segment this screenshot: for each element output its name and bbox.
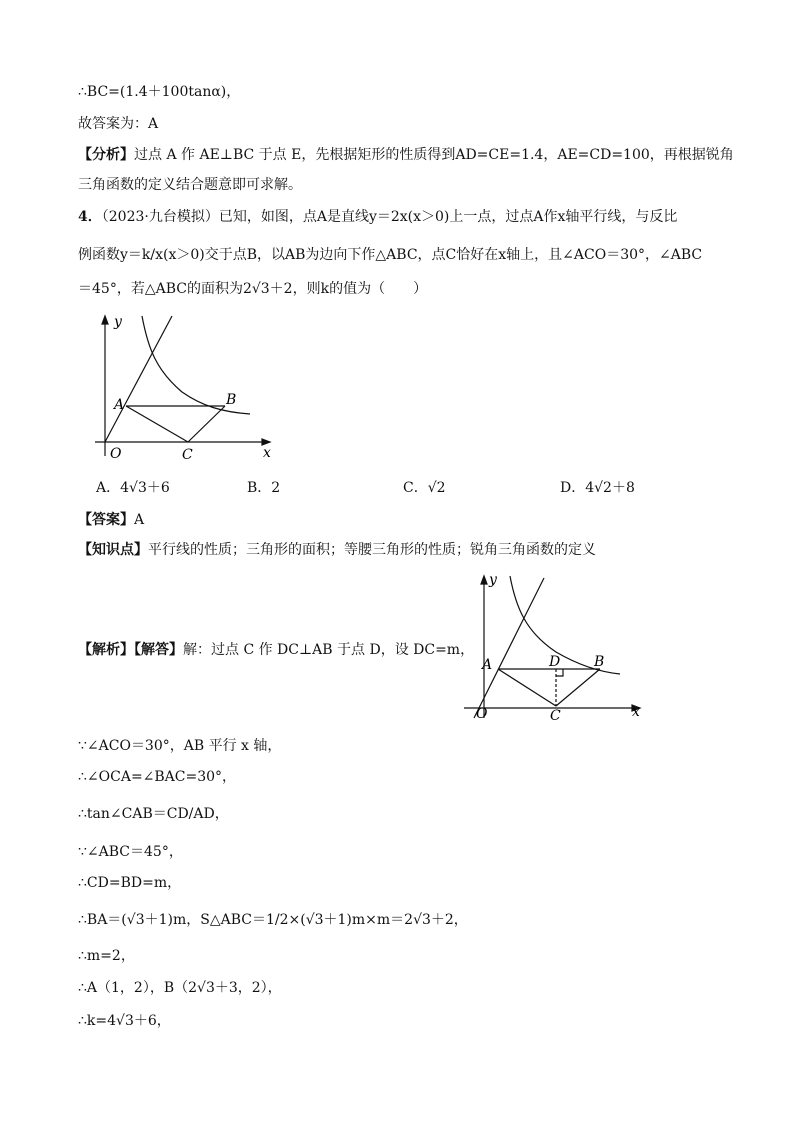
label-d: D <box>549 654 561 670</box>
knowledge-value: 平行线的性质；三角形的面积；等腰三角形的性质；锐角三角函数的定义 <box>148 542 596 558</box>
label-y: y <box>114 314 122 330</box>
question-line-2: 例函数y＝k/x(x＞0)交于点B，以AB为边向下作△ABC，点C恰好在x轴上，且∠ACO＝30°，∠ABC <box>78 247 703 263</box>
label-c: C <box>550 708 561 724</box>
label-o: O <box>110 446 122 462</box>
analysis-line-2: 三角函数的定义结合题意即可求解。 <box>78 177 302 193</box>
answer-tag: 【答案】 <box>78 512 134 528</box>
analysis-line <box>78 145 734 165</box>
label-c: C <box>182 447 193 463</box>
option-a: A．4√3＋6 <box>96 480 170 496</box>
solution-figure <box>460 568 650 728</box>
analysis-text: 过点 A 作 AE⊥BC 于点 E，先根据矩形的性质得到AD=CE=1.4，AE=CD=100，再根据锐角 <box>134 147 734 163</box>
question-text: 已知，如图，点A是直线y＝2x(x＞0)上一点，过点A作x轴平行线，与反比 <box>218 209 678 225</box>
knowledge-block <box>78 540 596 560</box>
option-d: D．4√2＋8 <box>560 480 635 496</box>
knowledge-tag: 【知识点】 <box>78 542 148 558</box>
segment-ac <box>126 406 188 442</box>
line-y-2x <box>105 316 172 442</box>
label-o: O <box>476 706 488 722</box>
question-figure <box>90 308 280 468</box>
solution-intro <box>78 640 474 660</box>
step-9: ∴k=4√3＋6， <box>78 1013 171 1029</box>
step-8: ∴A（1，2），B（2√3＋3，2）， <box>78 980 282 996</box>
label-x: x <box>263 445 271 461</box>
answer-line: 故答案为：A <box>78 116 159 132</box>
result-line: ∴BC=(1.4＋100tanα)， <box>78 84 241 100</box>
option-b: B．2 <box>247 480 281 496</box>
answer-value: A <box>134 512 145 528</box>
label-a: A <box>482 657 493 673</box>
label-y: y <box>489 572 497 588</box>
right-angle-mark <box>556 669 563 676</box>
label-x: x <box>632 704 640 720</box>
answer-block <box>78 510 144 530</box>
step-6: ∴BA＝(√3＋1)m，S△ABC＝1/2×(√3＋1)m×m＝2√3＋2， <box>78 912 468 928</box>
step-5: ∴CD=BD=m， <box>78 875 182 891</box>
step-7: ∴m=2， <box>78 948 135 964</box>
segment-ac <box>498 669 556 706</box>
solution-text: 解：过点 C 作 DC⊥AB 于点 D，设 DC=m， <box>183 642 475 658</box>
label-a: A <box>114 397 125 413</box>
step-2: ∴∠OCA=∠BAC=30°， <box>78 769 237 785</box>
option-c: C．√2 <box>403 480 446 496</box>
step-3: ∴tan∠CAB＝CD/AD， <box>78 806 229 822</box>
question-number: 4． <box>78 209 102 225</box>
label-b: B <box>226 392 237 408</box>
step-4: ∵∠ABC＝45°， <box>78 844 183 860</box>
solution-tag: 【解析】【解答】 <box>78 642 183 658</box>
question-line-1 <box>78 207 677 227</box>
question-line-3: ＝45°，若△ABC的面积为2√3＋2，则k的值为（ ） <box>78 281 428 297</box>
label-b: B <box>594 654 605 670</box>
analysis-tag: 【分析】 <box>78 147 134 163</box>
question-source: （2023·九台模拟） <box>101 209 219 225</box>
step-1: ∵∠ACO＝30°，AB 平行 x 轴， <box>78 738 282 754</box>
segment-bc <box>188 406 225 442</box>
